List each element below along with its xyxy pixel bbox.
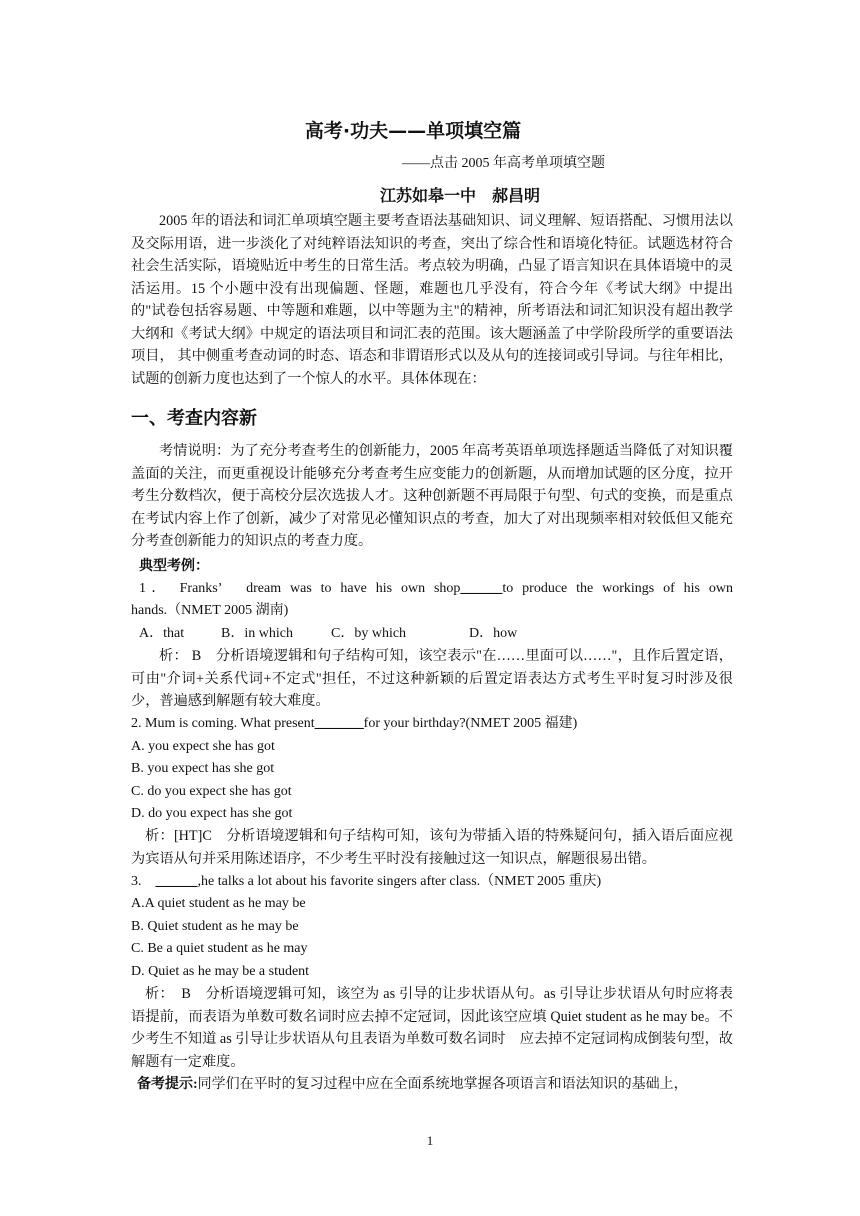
question-1-stem-part-a: 1． Franks’ dream was to have his own shop	[139, 581, 461, 596]
intro-paragraph: 2005 年的语法和词汇单项填空题主要考查语法基础知识、词义理解、短语搭配、习惯用法以及交际用语，进一步淡化了对纯粹语法知识的考查，突出了综合性和语境化特征。试题选材符合社会生活实际，语境贴近中考生的日常生活。考点较为明确，凸显了语言知识在具体语境中的灵活运用。15 个小题中没有出现偏题、怪题，难题也几乎没有，符合今年《考试大纲》中提出的"试卷包括容易题、中等题和难题，以中等题为主"的精神，所考语法和词汇知识没有超出教学大纲和《考试大纲》中规定的语法项目和词汇表的范围。该大题涵盖了中学阶段所学的重要语法项目， 其中侧重考查动词的时态、语态和非谓语形式以及从句的连接词或引导词。与往年相比，试题的创新力度也达到了一个惊人的水平。具体体现在：	[131, 213, 733, 387]
question-2-stem-part-a: 2. Mum is coming. What present	[131, 716, 315, 731]
section-heading: 一、考查内容新	[131, 408, 257, 429]
prep-tip-label: 备考提示:	[137, 1077, 198, 1092]
question-1-options	[139, 623, 741, 645]
question-1-stem	[139, 578, 733, 600]
question-3-stem-part-a: 3.	[131, 874, 156, 889]
question-1-blank: ______	[460, 581, 503, 596]
question-3-option-b: B. Quiet student as he may be	[131, 919, 299, 934]
examples-label: 典型考例：	[139, 559, 209, 574]
question-2-option-d: D. do you expect has she got	[131, 806, 293, 821]
question-3-option-d: D. Quiet as he may be a student	[131, 964, 310, 979]
question-2-blank: _______	[314, 716, 364, 731]
question-3-blank: ______	[155, 874, 198, 889]
question-3-option-a: A.A quiet student as he may be	[131, 896, 306, 911]
question-2-option-b: B. you expect has she got	[131, 761, 275, 776]
question-2-option-c: C. do you expect she has got	[131, 784, 292, 799]
question-1-stem-line2: hands.（NMET 2005 湖南)	[131, 603, 289, 618]
option-a: A．that	[139, 626, 185, 641]
question-3-stem-part-b: ,he talks a lot about his favorite singers after class.（NMET 2005 重庆)	[197, 874, 602, 889]
option-c: C．by which	[331, 626, 407, 641]
prep-tip	[137, 1074, 733, 1096]
option-d: D．how	[469, 626, 518, 641]
question-3-analysis: 析： B 分析语境逻辑可知，该空为 as 引导的让步状语从句。as 引导让步状语从句时应将表语提前，而表语为单数可数名词时应去掉不定冠词，因此该空应填 Quiet student as he may be。不少考生不知道 as 引导让步状语从句且表语为单数可数名词时 应去掉不定冠词构成倒装句型，故解题有一定难度。	[131, 986, 733, 1070]
section-description: 考情说明：为了充分考查考生的创新能力，2005 年高考英语单项选择题适当降低了对知识覆盖面的关注，而更重视设计能够充分考查考生应变能力的创新题，从而增加试题的区分度，拉开考生分数档次，便于高校分层次选拔人才。这种创新题不再局限于句型、句式的变换，而是重点在考试内容上作了创新，减少了对常见必懂知识点的考查，加大了对出现频率相对较低但又能充分考查创新能力的知识点的考查力度。	[131, 443, 733, 549]
question-1-stem-part-b: to produce the workings of his own	[502, 581, 733, 596]
question-3-stem	[131, 871, 733, 893]
question-2-stem-part-b: for your birthday?(NMET 2005 福建)	[363, 716, 578, 731]
page-number: 1	[426, 1133, 434, 1148]
document-author: 江苏如皋一中 郝昌明	[379, 186, 540, 205]
option-b: B．in which	[221, 626, 293, 641]
question-2-option-a: A. you expect she has got	[131, 739, 275, 754]
prep-tip-text: 同学们在平时的复习过程中应在全面系统地掌握各项语言和语法知识的基础上，	[197, 1077, 688, 1092]
document-title: 高考·功夫——单项填空篇	[304, 120, 522, 142]
question-3-option-c: C. Be a quiet student as he may	[131, 941, 308, 956]
document-subtitle: ——点击 2005 年高考单项填空题	[402, 156, 605, 171]
question-1-analysis: 析： B 分析语境逻辑和句子结构可知，该空表示"在……里面可以……"，且作后置定语，可由"介词+关系代词+不定式"担任，不过这种新颖的后置定语表达方式考生平时复习时涉及很少，普遍感到解题有较大难度。	[131, 648, 733, 709]
question-2-stem	[131, 713, 733, 735]
question-2-analysis: 析：[HT]C 分析语境逻辑和句子结构可知，该句为带插入语的特殊疑问句，插入语后面应视为宾语从句并采用陈述语序，不少考生平时没有接触过这一知识点，解题很易出错。	[131, 828, 733, 867]
